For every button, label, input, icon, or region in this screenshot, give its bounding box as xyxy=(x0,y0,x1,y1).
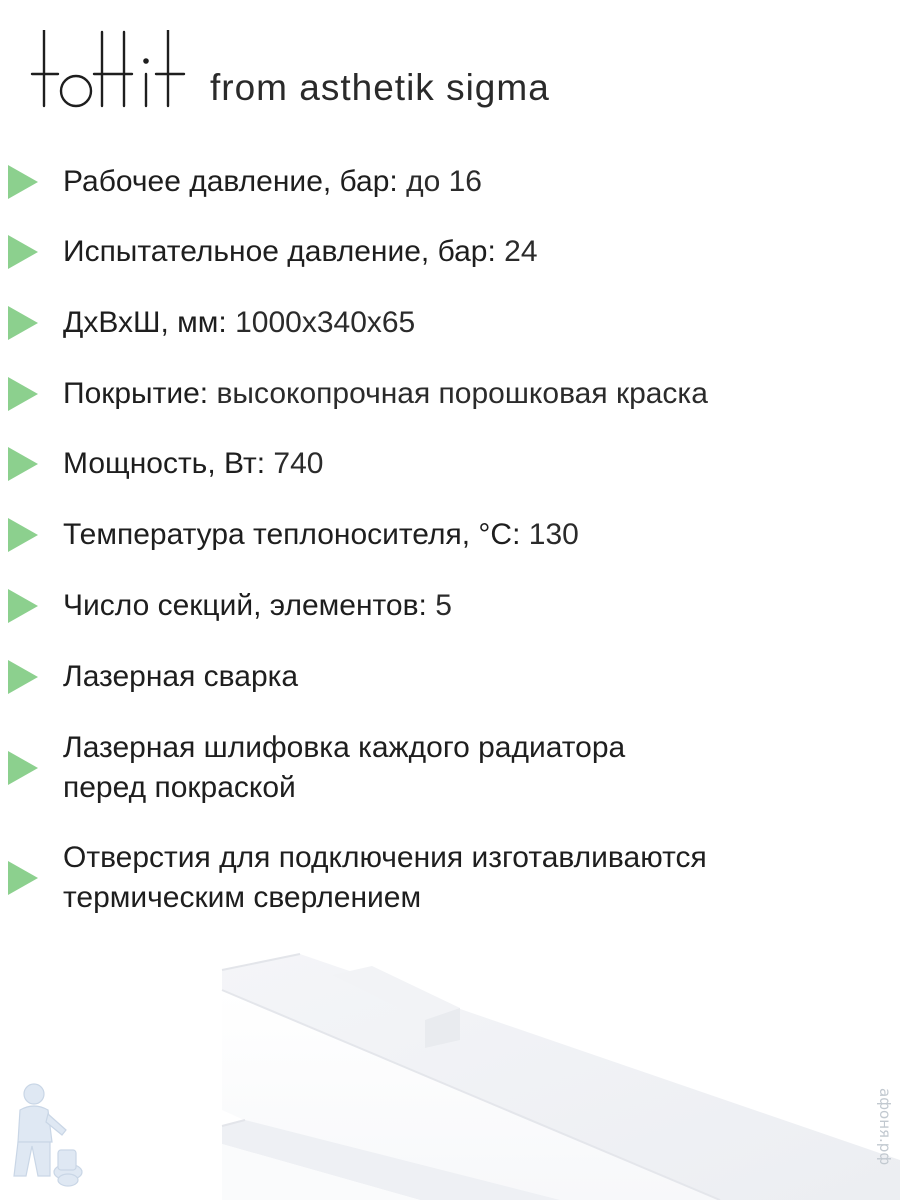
spec-value: 24 xyxy=(495,235,538,268)
spec-label-line2: перед покраской xyxy=(63,771,296,804)
spec-item-dimensions xyxy=(8,303,888,343)
spec-label-line2: термическим сверлением xyxy=(63,881,422,914)
spec-label: Мощность, Вт: xyxy=(63,447,266,480)
spec-item-coolant-temperature xyxy=(8,515,888,555)
triangle-bullet-icon xyxy=(8,518,38,552)
brand-subtitle: from asthetik sigma xyxy=(210,67,550,108)
spec-label: Число секций, элементов: xyxy=(63,589,427,622)
radiator-image xyxy=(0,930,900,1200)
spec-label: Лазерная шлифовка каждого радиатора xyxy=(63,731,626,764)
triangle-bullet-icon xyxy=(8,861,38,895)
spec-label: Покрытие: xyxy=(63,377,209,410)
spec-item-test-pressure xyxy=(8,232,888,272)
spec-item-laser-welding xyxy=(8,657,888,697)
spec-item-coating xyxy=(8,374,888,414)
spec-value: высокопрочная порошковая краска xyxy=(208,377,708,410)
brand-header xyxy=(28,20,550,110)
triangle-bullet-icon xyxy=(8,751,38,785)
spec-label: Лазерная сварка xyxy=(63,660,299,693)
watermark-text: афоня.рф xyxy=(876,1088,894,1166)
spec-value: 130 xyxy=(520,518,579,551)
spec-label: Отверстия для подключения изготавливаются xyxy=(63,841,707,874)
spec-label: Температура теплоносителя, °C: xyxy=(63,518,521,551)
spec-item-laser-grinding xyxy=(8,728,888,808)
triangle-bullet-icon xyxy=(8,660,38,694)
triangle-bullet-icon xyxy=(8,235,38,269)
spec-item-working-pressure xyxy=(8,162,888,202)
spec-label: ДхВхШ, мм: xyxy=(63,306,227,339)
spec-value: 1000x340x65 xyxy=(226,306,416,339)
spec-label: Испытательное давление, бар: xyxy=(63,235,496,268)
triangle-bullet-icon xyxy=(8,165,38,199)
spec-item-thermal-drilling xyxy=(8,838,888,918)
tohit-logo xyxy=(28,30,188,110)
spec-label: Рабочее давление, бар: xyxy=(63,165,398,198)
spec-item-power xyxy=(8,444,888,484)
triangle-bullet-icon xyxy=(8,377,38,411)
spec-value: 740 xyxy=(265,447,324,480)
plumber-mascot-icon xyxy=(6,1080,86,1190)
spec-item-sections xyxy=(8,586,888,626)
spec-value: до 16 xyxy=(397,165,482,198)
triangle-bullet-icon xyxy=(8,589,38,623)
triangle-bullet-icon xyxy=(8,306,38,340)
spec-value: 5 xyxy=(426,589,452,622)
triangle-bullet-icon xyxy=(8,447,38,481)
